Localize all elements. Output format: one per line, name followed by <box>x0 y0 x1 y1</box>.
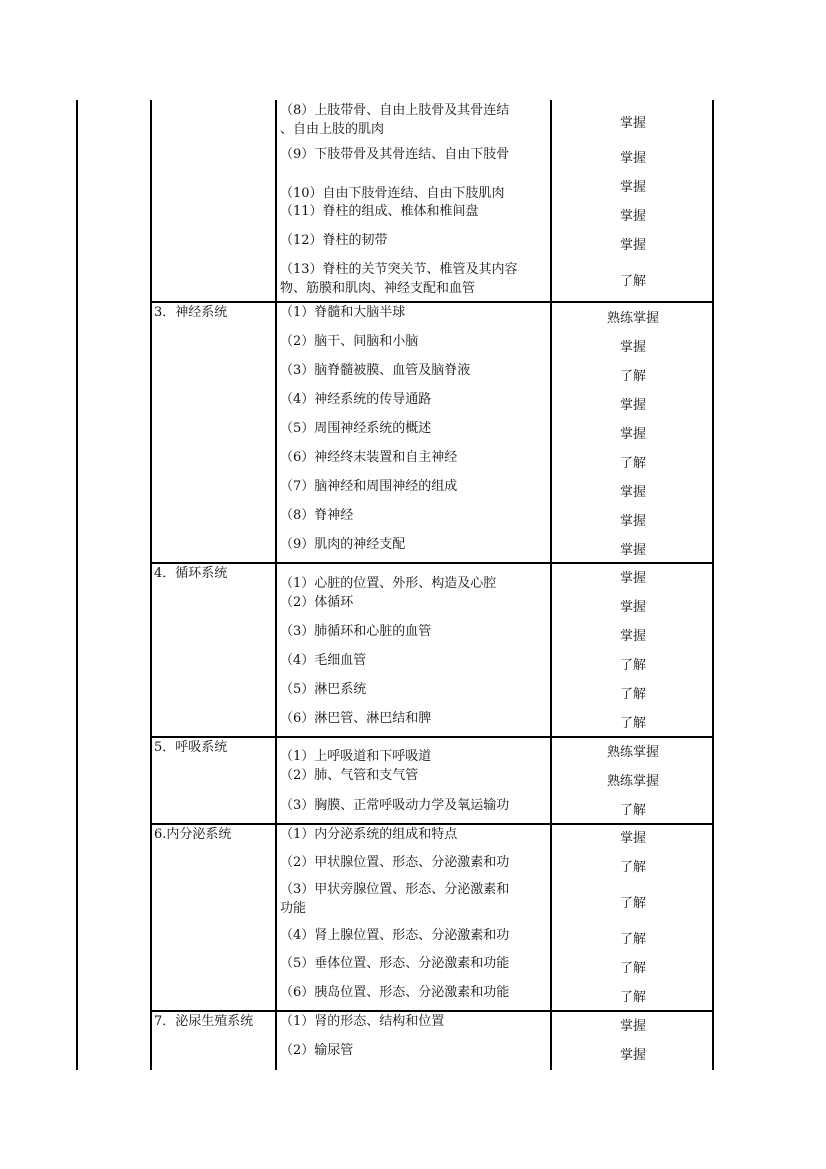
level-cell: 了解 <box>619 716 646 731</box>
topic-cell: （6）胰岛位置、形态、分泌激素和功能 <box>280 985 510 1000</box>
level-cell: 熟练掌握 <box>606 311 659 326</box>
topic-cell: （1）脊髓和大脑半球 <box>280 305 406 320</box>
topic-cell: （4）肾上腺位置、形态、分泌激素和功 <box>280 928 510 943</box>
topic-cell: （4）毛细血管 <box>280 653 367 668</box>
section-divider <box>150 1010 714 1012</box>
level-cell: 了解 <box>619 860 646 875</box>
level-cell: 了解 <box>619 803 646 818</box>
level-cell: 掌握 <box>619 485 646 500</box>
topic-cell: 功能 <box>280 901 307 916</box>
topic-cell: 物、筋膜和肌肉、神经支配和血管 <box>280 281 476 296</box>
level-cell: 掌握 <box>619 427 646 442</box>
category-cell: 3．神经系统 <box>154 305 228 320</box>
level-cell: 了解 <box>619 687 646 702</box>
level-cell: 掌握 <box>619 238 646 253</box>
topic-cell: （6）神经终末装置和自主神经 <box>280 450 458 465</box>
level-cell: 了解 <box>619 658 646 673</box>
level-cell: 掌握 <box>619 340 646 355</box>
topic-cell: （4）神经系统的传导通路 <box>280 392 432 407</box>
topic-cell: （11）脊柱的组成、椎体和椎间盘 <box>280 204 479 219</box>
category-cell: 6.内分泌系统 <box>154 827 232 842</box>
topic-cell: （5）垂体位置、形态、分泌激素和功能 <box>280 956 510 971</box>
column-divider-topic <box>275 100 277 1070</box>
section-divider <box>150 736 714 738</box>
topic-cell: （1）肾的形态、结构和位置 <box>280 1014 445 1029</box>
topic-cell: （3）甲状旁腺位置、形态、分泌激素和 <box>280 882 510 897</box>
level-cell: 掌握 <box>619 543 646 558</box>
level-cell: 熟练掌握 <box>606 774 659 789</box>
topic-cell: （1）上呼吸道和下呼吸道 <box>280 749 432 764</box>
topic-cell: （3）脑脊髓被膜、血管及脑脊液 <box>280 363 471 378</box>
table-border-left <box>76 100 78 1070</box>
level-cell: 掌握 <box>619 571 646 586</box>
topic-cell: （9）肌肉的神经支配 <box>280 537 406 552</box>
level-cell: 掌握 <box>619 831 646 846</box>
topic-cell: （5）周围神经系统的概述 <box>280 421 432 436</box>
section-divider <box>150 301 714 303</box>
topic-cell: 、自由上肢的肌肉 <box>280 122 385 137</box>
topic-cell: （2）肺、气管和支气管 <box>280 768 419 783</box>
level-cell: 了解 <box>619 274 646 289</box>
level-cell: 了解 <box>619 990 646 1005</box>
level-cell: 了解 <box>619 932 646 947</box>
level-cell: 掌握 <box>619 600 646 615</box>
level-cell: 了解 <box>619 896 646 911</box>
level-cell: 熟练掌握 <box>606 745 659 760</box>
level-cell: 掌握 <box>619 629 646 644</box>
topic-cell: （2）体循环 <box>280 595 354 610</box>
column-divider-category <box>150 100 152 1070</box>
topic-cell: （12）脊柱的韧带 <box>280 233 388 248</box>
level-cell: 掌握 <box>619 398 646 413</box>
section-divider <box>150 823 714 825</box>
topic-cell: （1）心脏的位置、外形、构造及心腔 <box>280 576 497 591</box>
level-cell: 了解 <box>619 456 646 471</box>
level-cell: 掌握 <box>619 514 646 529</box>
level-cell: 掌握 <box>619 151 646 166</box>
topic-cell: （3）肺循环和心脏的血管 <box>280 624 432 639</box>
topic-cell: （13）脊柱的关节突关节、椎管及其内容 <box>280 262 518 277</box>
topic-cell: （8）脊神经 <box>280 508 354 523</box>
level-cell: 了解 <box>619 961 646 976</box>
level-cell: 掌握 <box>619 180 646 195</box>
topic-cell: （2）甲状腺位置、形态、分泌激素和功 <box>280 855 510 870</box>
topic-cell: （2）输尿管 <box>280 1043 354 1058</box>
topic-cell: （2）脑干、间脑和小脑 <box>280 334 419 349</box>
level-cell: 了解 <box>619 369 646 384</box>
topic-cell: （8）上肢带骨、自由上肢骨及其骨连结 <box>280 103 510 118</box>
category-cell: 7．泌尿生殖系统 <box>154 1014 254 1029</box>
topic-cell: （6）淋巴管、淋巴结和脾 <box>280 711 432 726</box>
level-cell: 掌握 <box>619 1019 646 1034</box>
topic-cell: （7）脑神经和周围神经的组成 <box>280 479 458 494</box>
section-divider <box>150 562 714 564</box>
category-cell: 4．循环系统 <box>154 566 228 581</box>
topic-cell: （5）淋巴系统 <box>280 682 367 697</box>
topic-cell: （10）自由下肢骨连结、自由下肢肌肉 <box>280 186 505 201</box>
topic-cell: （1）内分泌系统的组成和特点 <box>280 827 458 842</box>
level-cell: 掌握 <box>619 1048 646 1063</box>
level-cell: 掌握 <box>619 209 646 224</box>
topic-cell: （3）胸膜、正常呼吸动力学及氧运输功 <box>280 798 510 813</box>
category-cell: 5．呼吸系统 <box>154 740 228 755</box>
level-cell: 掌握 <box>619 116 646 131</box>
topic-cell: （9）下肢带骨及其骨连结、自由下肢骨 <box>280 147 510 162</box>
